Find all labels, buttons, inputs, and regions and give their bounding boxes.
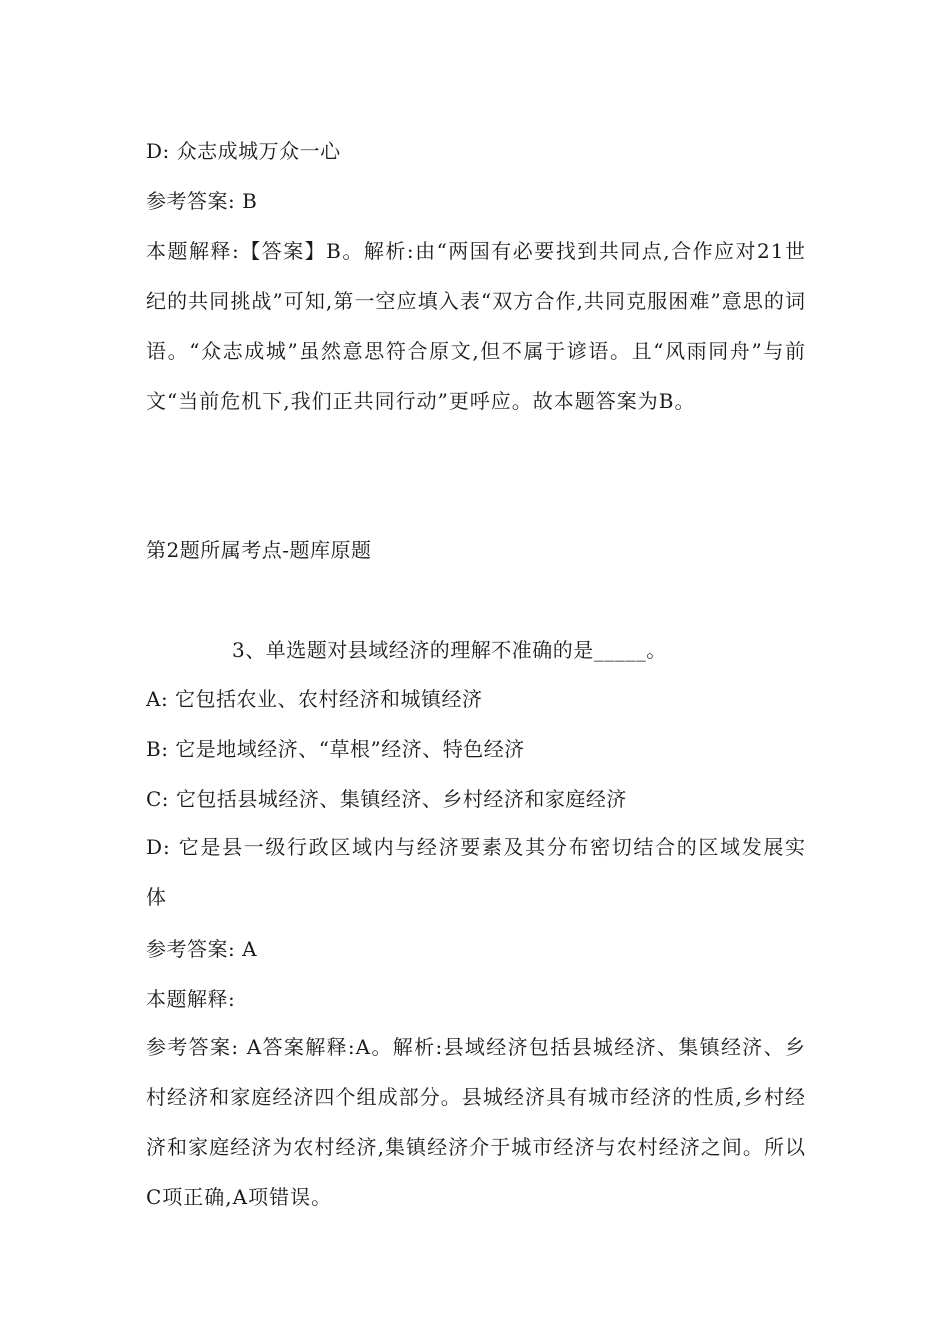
q2-option-d: D: 众志成城万众一心	[146, 139, 341, 163]
q2-explanation: 本题解释:【答案】B。解析:由“两国有必要找到共同点,合作应对21世纪的共同挑战”可知,第一空应填入表“双方合作,共同克服困难”意思的词语。“众志成城”虽然意思符合原文,但不属于谚语。且“风雨同舟”与前文“当前危机下,我们正共同行动”更呼应。故本题答案为B。	[146, 239, 806, 413]
q2-answer: 参考答案: B	[146, 189, 258, 213]
q3-option-b: B: 它是地域经济、“草根”经济、特色经济	[146, 737, 525, 761]
q3-stem: 3、单选题对县域经济的理解不准确的是_____。	[232, 638, 667, 662]
q3-option-d: D: 它是县一级行政区域内与经济要素及其分布密切结合的区域发展实体	[146, 835, 806, 909]
q3-answer: 参考答案: A	[146, 937, 258, 961]
q3-option-c: C: 它包括县城经济、集镇经济、乡村经济和家庭经济	[146, 787, 627, 811]
q2-topic: 第2题所属考点-题库原题	[146, 538, 372, 562]
q3-explanation: 参考答案: A答案解释:A。解析:县域经济包括县城经济、集镇经济、乡村经济和家庭经济四个组成部分。县城经济具有城市经济的性质,乡村经济和家庭经济为农村经济,集镇经济介于城市经济与农村经济之间。所以C项正确,A项错误。	[146, 1035, 806, 1209]
q3-option-a: A: 它包括农业、农村经济和城镇经济	[146, 687, 483, 711]
q3-explanation-label: 本题解释:	[146, 987, 236, 1011]
